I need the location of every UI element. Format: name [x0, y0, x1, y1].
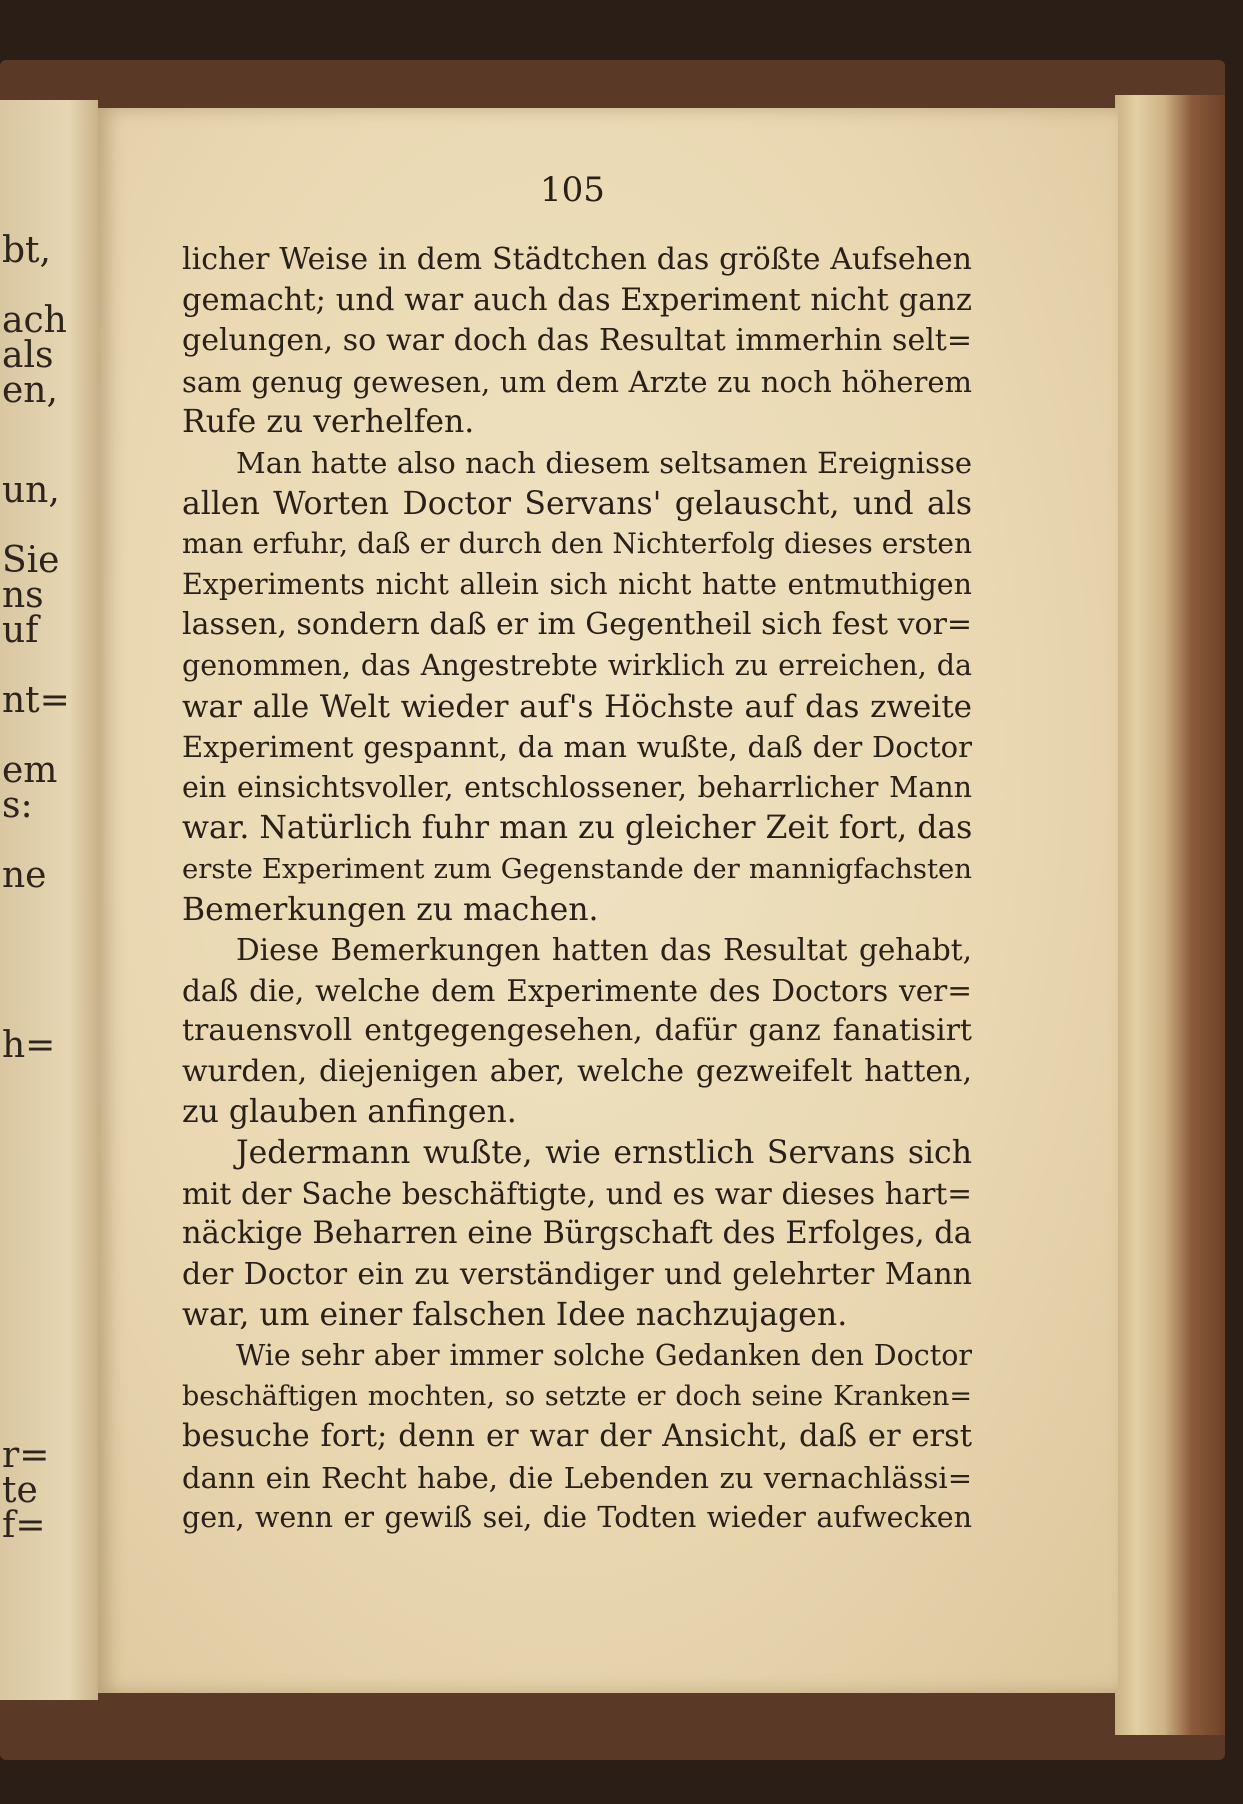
fragment: nt=: [2, 680, 70, 721]
fragment: uf: [2, 610, 39, 651]
fragment: ach: [2, 300, 67, 341]
text-line: genommen, das Angestrebte wirklich zu erreichen, da: [182, 648, 972, 682]
fragment: ne: [2, 855, 47, 896]
text-line: wurden, diejenigen aber, welche gezweifelt hatten,: [182, 1053, 972, 1089]
text-line: gemacht; und war auch das Experiment nicht ganz: [182, 282, 972, 318]
text-line: man erfuhr, daß er durch den Nichterfolg dieses ersten: [182, 527, 972, 561]
text-line: licher Weise in dem Städtchen das größte Aufsehen: [182, 242, 972, 277]
fragment: f=: [2, 1505, 46, 1546]
text-line: beschäftigen mochten, so setzte er doch seine Kranken=: [182, 1380, 972, 1412]
page-number: 105: [540, 170, 605, 210]
fragment: s:: [2, 785, 33, 826]
text-line: Wie sehr aber immer solche Gedanken den Doctor: [236, 1339, 972, 1373]
text-line: allen Worten Doctor Servans' gelauscht, und als: [182, 485, 972, 522]
text-line: Experiments nicht allein sich nicht hatte entmuthigen: [182, 567, 972, 601]
fragment: em: [2, 750, 58, 791]
text-line: sam genug gewesen, um dem Arzte zu noch höherem: [182, 364, 972, 399]
fragment: Sie: [2, 540, 60, 581]
text-line: Man hatte also nach diesem seltsamen Ereignisse: [236, 445, 972, 480]
text-line: näckige Beharren eine Bürgschaft des Erfolges, da: [182, 1216, 972, 1252]
text-line: Diese Bemerkungen hatten das Resultat gehabt,: [236, 933, 972, 968]
text-line: war, um einer falschen Idee nachzujagen.: [182, 1297, 848, 1334]
fragment: ns: [2, 575, 44, 616]
fragment: als: [2, 335, 54, 376]
fragment: r=: [2, 1435, 50, 1476]
text-line: besuche fort; denn er war der Ansicht, daß er erst: [182, 1419, 972, 1455]
text-line: Bemerkungen zu machen.: [182, 891, 599, 928]
text-line: der Doctor ein zu verständiger und gelehrter Mann: [182, 1256, 972, 1292]
text-line: ein einsichtsvoller, entschlossener, beharrlicher Mann: [182, 770, 972, 804]
fragment: h=: [2, 1025, 56, 1066]
page-text: [182, 240, 972, 1539]
text-line: lassen, sondern daß er im Gegentheil sich fest vor=: [182, 607, 973, 643]
text-line: Experiment gespannt, da man wußte, daß der Doctor: [182, 730, 972, 765]
fragment: en,: [2, 370, 58, 411]
page-edges: [1115, 95, 1225, 1735]
fragment: bt,: [2, 230, 51, 271]
text-line: trauensvoll entgegengesehen, dafür ganz fanatisirt: [182, 1013, 972, 1049]
fragment: te: [2, 1470, 38, 1511]
fragment: un,: [2, 470, 60, 511]
text-line: gen, wenn er gewiß sei, die Todten wieder aufwecken: [182, 1501, 972, 1535]
text-line: Jedermann wußte, wie ernstlich Servans sich: [236, 1135, 972, 1172]
text-line: war alle Welt wieder auf's Höchste auf das zweite: [182, 688, 972, 725]
text-line: Rufe zu verhelfen.: [182, 404, 475, 441]
text-line: mit der Sache beschäftigte, und es war dieses hart=: [182, 1176, 972, 1211]
text-line: daß die, welche dem Experimente des Doctors ver=: [182, 973, 972, 1008]
text-line: erste Experiment zum Gegenstande der mannigfachsten: [182, 852, 972, 885]
facing-page-left: [0, 100, 98, 1700]
text-line: war. Natürlich fuhr man zu gleicher Zeit fort, das: [182, 810, 973, 847]
text-line: dann ein Recht habe, die Lebenden zu vernachlässi=: [182, 1460, 972, 1495]
text-line: zu glauben anfingen.: [182, 1094, 517, 1131]
text-line: gelungen, so war doch das Resultat immerhin selt=: [182, 323, 972, 359]
